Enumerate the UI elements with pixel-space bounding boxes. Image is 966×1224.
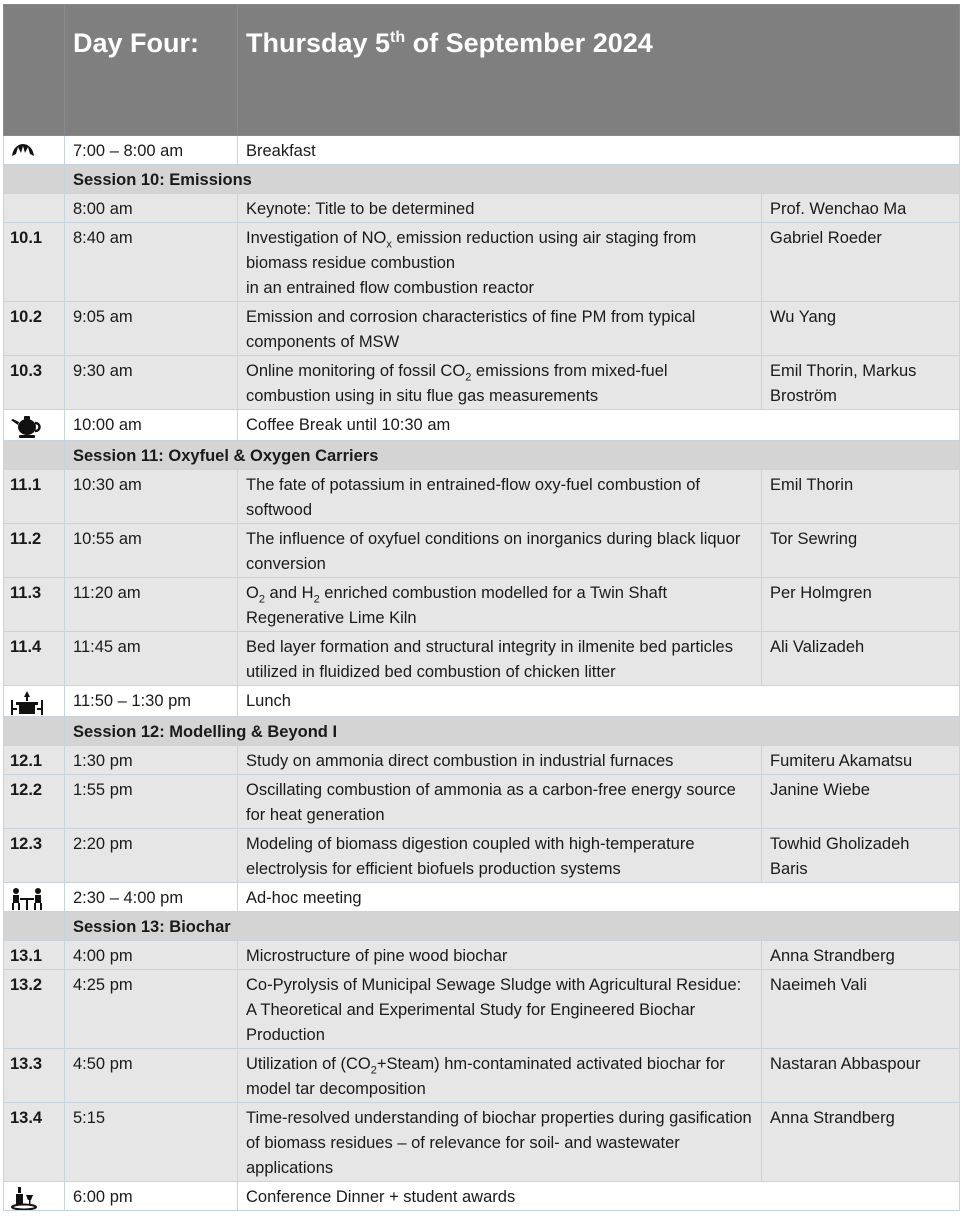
talk-row: 10.2 9:05 am Emission and corrosion characteristics of fine PM from typical components of MSW Wu Yang (4, 302, 960, 356)
session-13-header: Session 13: Biochar (4, 912, 960, 941)
talk-title: $O_2$ and $H_2$ enriched combustion modelled for a Twin Shaft Regenerative Lime Kiln (238, 578, 762, 632)
talk-title: Utilization of $(CO_2+Steam)$ hm-contaminated activated biochar for model tar decomposition (238, 1049, 762, 1103)
talk-row: 13.3 4:50 pm Utilization of $(CO_2+Steam)$ hm-contaminated activated biochar for model tar decomposition Nastaran Abbaspour (4, 1049, 960, 1103)
day-label: Day Four: (65, 5, 238, 136)
talk-row: 13.4 5:15 Time-resolved understanding of biochar properties during gasification of biomass residues – of relevance for soil- and wastewater applications Anna Strandberg (4, 1103, 960, 1182)
session-12-header: Session 12: Modelling & Beyond I (4, 717, 960, 746)
talk-row: 11.4 11:45 am Bed layer formation and structural integrity in ilmenite bed particles utilized in fluidized bed combustion of chicken litter Ali Valizadeh (4, 632, 960, 686)
croissant-icon (10, 140, 36, 160)
wine-dinner-icon (10, 1186, 38, 1210)
adhoc-meeting-row: 2:30 – 4:00 pm Ad-hoc meeting (4, 883, 960, 912)
talk-row: 13.2 4:25 pm Co-Pyrolysis of Municipal Sewage Sludge with Agricultural Residue: A Theoretical and Experimental Study for Engineered Biochar Production Naeimeh Vali (4, 970, 960, 1049)
meeting-icon (10, 887, 44, 911)
talk-row: 11.2 10:55 am The influence of oxyfuel conditions on inorganics during black liquor conversion Tor Sewring (4, 524, 960, 578)
talk-row: 11.1 10:30 am The fate of potassium in entrained-flow oxy-fuel combustion of softwood Emil Thorin (4, 470, 960, 524)
keynote-row: 8:00 am Keynote: Title to be determined Prof. Wenchao Ma (4, 194, 960, 223)
talk-title: Online monitoring of fossil $CO_2$ emissions from mixed-fuel combustion using in situ flue gas measurements (238, 356, 762, 410)
talk-row: 10.1 8:40 am Investigation of $NO_x$ emission reduction using air staging from biomass residue combustion in an entrained flow combustion reactor Gabriel Roeder (4, 223, 960, 302)
session-11-header: Session 11: Oxyfuel & Oxygen Carriers (4, 441, 960, 470)
talk-title: Investigation of $NO_x$ emission reduction using air staging from biomass residue combustion in an entrained flow combustion reactor (238, 223, 762, 302)
talk-row: 12.3 2:20 pm Modeling of biomass digestion coupled with high-temperature electrolysis for efficient biofuels production systems Towhid Gholizadeh Baris (4, 829, 960, 883)
talk-row: 12.2 1:55 pm Oscillating combustion of ammonia as a carbon-free energy source for heat generation Janine Wiebe (4, 775, 960, 829)
coffee-break-row: 10:00 am Coffee Break until 10:30 am (4, 410, 960, 441)
session-10-header: Session 10: Emissions (4, 165, 960, 194)
day-header-row (4, 5, 960, 136)
dinner-row: 6:00 pm Conference Dinner + student awards (4, 1182, 960, 1211)
lunch-row: 11:50 – 1:30 pm Lunch (4, 686, 960, 717)
teapot-icon (10, 414, 46, 440)
talk-row: 13.1 4:00 pm Microstructure of pine wood biochar Anna Strandberg (4, 941, 960, 970)
schedule-table (3, 4, 960, 1211)
talk-row: 11.3 11:20 am $O_2$ and $H_2$ enriched combustion modelled for a Twin Shaft Regenerative Lime Kiln Per Holmgren (4, 578, 960, 632)
talk-row: 10.3 9:30 am Online monitoring of fossil $CO_2$ emissions from mixed-fuel combustion using in situ flue gas measurements Emil Thorin, Markus Broström (4, 356, 960, 410)
date-heading: Thursday 5th of September 2024 (238, 5, 960, 136)
breakfast-row: 7:00 – 8:00 am Breakfast (4, 136, 960, 165)
talk-row: 12.1 1:30 pm Study on ammonia direct combustion in industrial furnaces Fumiteru Akamatsu (4, 746, 960, 775)
dining-table-icon (10, 690, 44, 716)
